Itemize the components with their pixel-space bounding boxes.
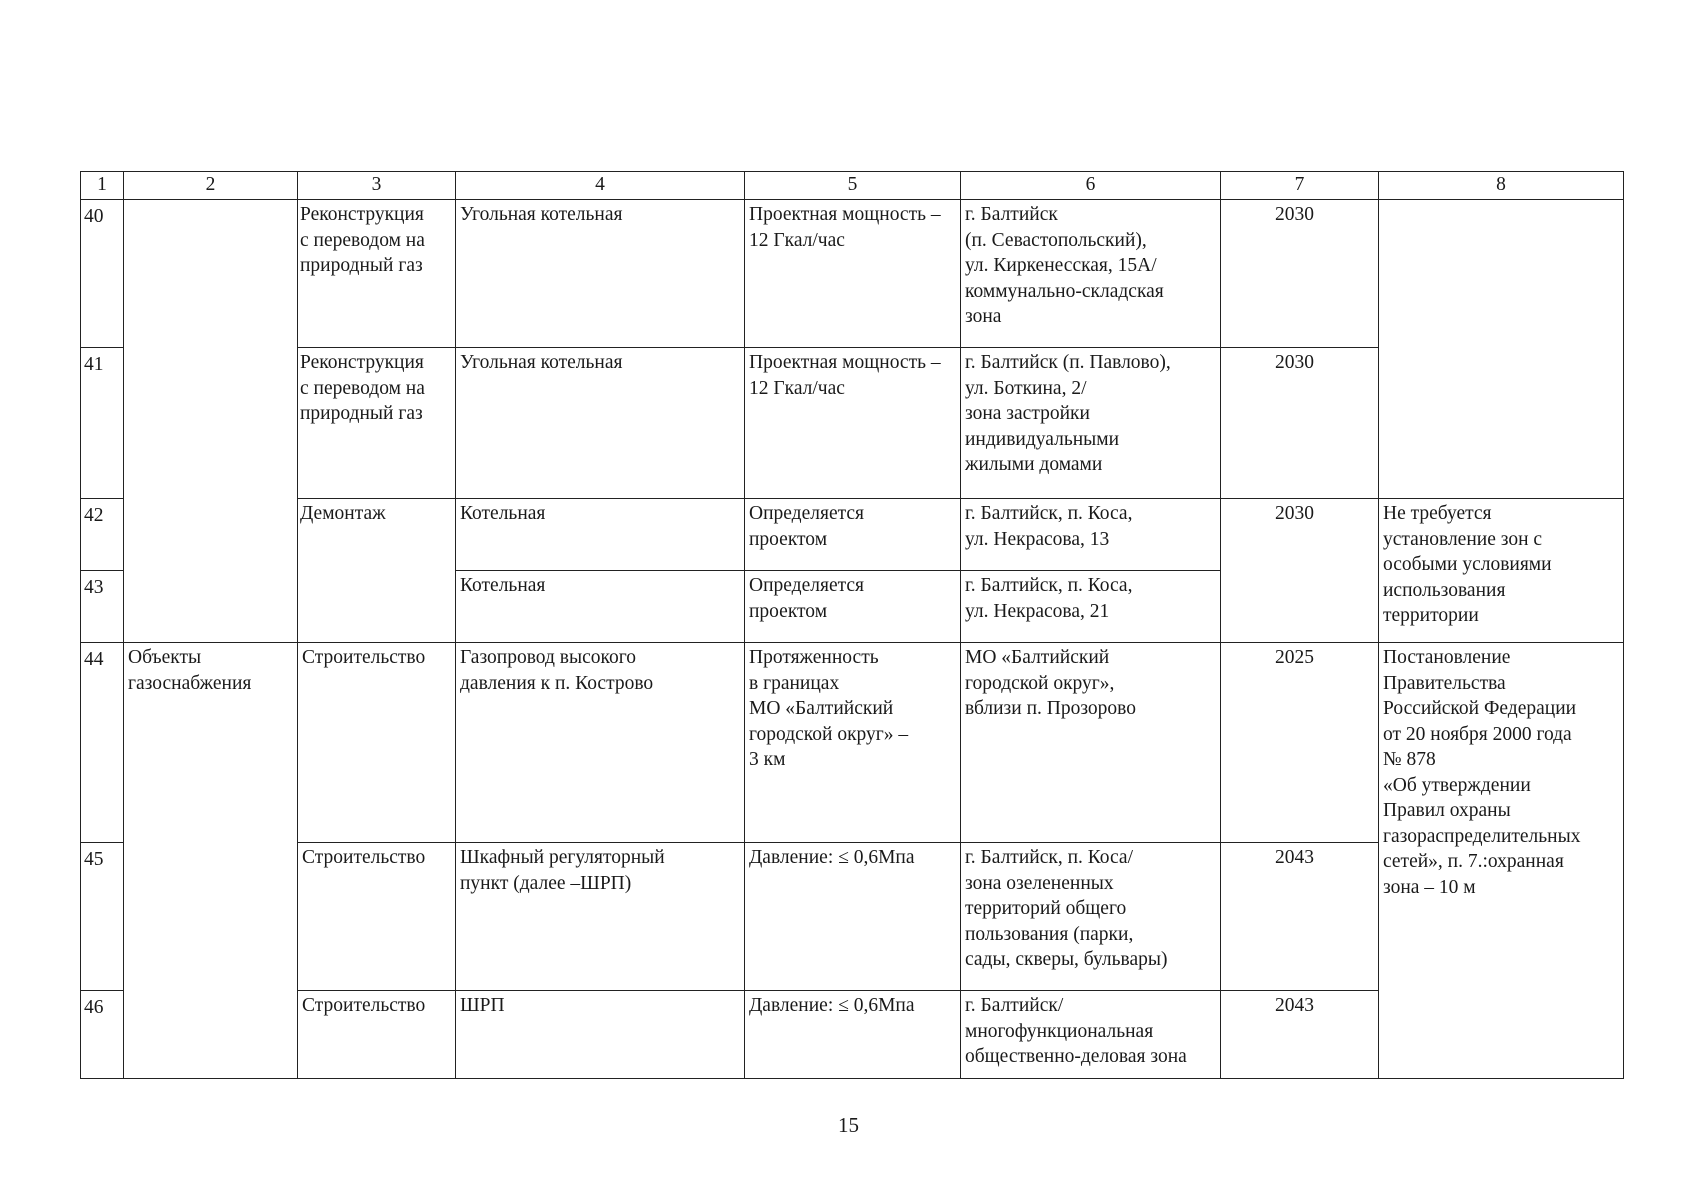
action-cell: Реконструкция с переводом на природный газ [298, 348, 456, 499]
row-number: 43 [81, 571, 124, 643]
zones-cell [1379, 200, 1624, 499]
row-number: 42 [81, 499, 124, 571]
object-cell: Угольная котельная [456, 200, 745, 348]
location-cell: г. Балтийск, п. Коса/ зона озелененных территорий общего пользования (парки, сады, скверы, бульвары) [961, 843, 1221, 991]
params-cell: Протяженность в границах МО «Балтийский городской округ» – 3 км [745, 643, 961, 843]
column-number-row [81, 172, 1624, 200]
object-cell: Газопровод высокого давления к п. Кострово [456, 643, 745, 843]
params-cell: Определяется проектом [745, 499, 961, 571]
row-number: 45 [81, 843, 124, 991]
column-header: 4 [456, 172, 745, 200]
year-cell: 2030 [1221, 348, 1379, 499]
location-cell: г. Балтийск (п. Павлово), ул. Боткина, 2/ зона застройки индивидуальными жилыми домами [961, 348, 1221, 499]
zones-cell: Не требуется установление зон с особыми условиями использования территории [1379, 499, 1624, 643]
location-cell: МО «Балтийский городской округ», вблизи п. Прозорово [961, 643, 1221, 843]
params-cell: Определяется проектом [745, 571, 961, 643]
action-cell: Строительство [298, 843, 456, 991]
location-cell: г. Балтийск, п. Коса, ул. Некрасова, 13 [961, 499, 1221, 571]
category-cell [124, 200, 298, 643]
params-cell: Проектная мощность – 12 Гкал/час [745, 348, 961, 499]
params-cell: Проектная мощность – 12 Гкал/час [745, 200, 961, 348]
year-cell: 2030 [1221, 499, 1379, 643]
params-cell: Давление: ≤ 0,6Мпа [745, 843, 961, 991]
action-cell: Строительство [298, 991, 456, 1079]
object-cell: Котельная [456, 499, 745, 571]
action-cell: Реконструкция с переводом на природный газ [298, 200, 456, 348]
year-cell: 2043 [1221, 991, 1379, 1079]
table-row [81, 643, 1624, 843]
object-cell: Шкафный регуляторный пункт (далее –ШРП) [456, 843, 745, 991]
object-cell: Угольная котельная [456, 348, 745, 499]
column-header: 6 [961, 172, 1221, 200]
column-header: 7 [1221, 172, 1379, 200]
zones-cell: Постановление Правительства Российской Федерации от 20 ноября 2000 года № 878 «Об утверждении Правил охраны газораспределительных сетей», п. 7.:охранная зона – 10 м [1379, 643, 1624, 1079]
params-cell: Давление: ≤ 0,6Мпа [745, 991, 961, 1079]
infrastructure-table [80, 171, 1624, 1079]
year-cell: 2030 [1221, 200, 1379, 348]
location-cell: г. Балтийск/ многофункциональная общественно-деловая зона [961, 991, 1221, 1079]
table-row [81, 200, 1624, 348]
object-cell: ШРП [456, 991, 745, 1079]
year-cell: 2043 [1221, 843, 1379, 991]
object-cell: Котельная [456, 571, 745, 643]
row-number: 44 [81, 643, 124, 843]
column-header: 8 [1379, 172, 1624, 200]
column-header: 5 [745, 172, 961, 200]
action-cell: Демонтаж [298, 499, 456, 643]
location-cell: г. Балтийск (п. Севастопольский), ул. Киркенесская, 15А/ коммунально-складская зона [961, 200, 1221, 348]
column-header: 3 [298, 172, 456, 200]
category-cell: Объекты газоснабжения [124, 643, 298, 1079]
row-number: 41 [81, 348, 124, 499]
column-header: 1 [81, 172, 124, 200]
location-cell: г. Балтийск, п. Коса, ул. Некрасова, 21 [961, 571, 1221, 643]
row-number: 46 [81, 991, 124, 1079]
row-number: 40 [81, 200, 124, 348]
column-header: 2 [124, 172, 298, 200]
page-number: 15 [838, 1113, 859, 1137]
year-cell: 2025 [1221, 643, 1379, 843]
action-cell: Строительство [298, 643, 456, 843]
table-row [81, 499, 1624, 571]
